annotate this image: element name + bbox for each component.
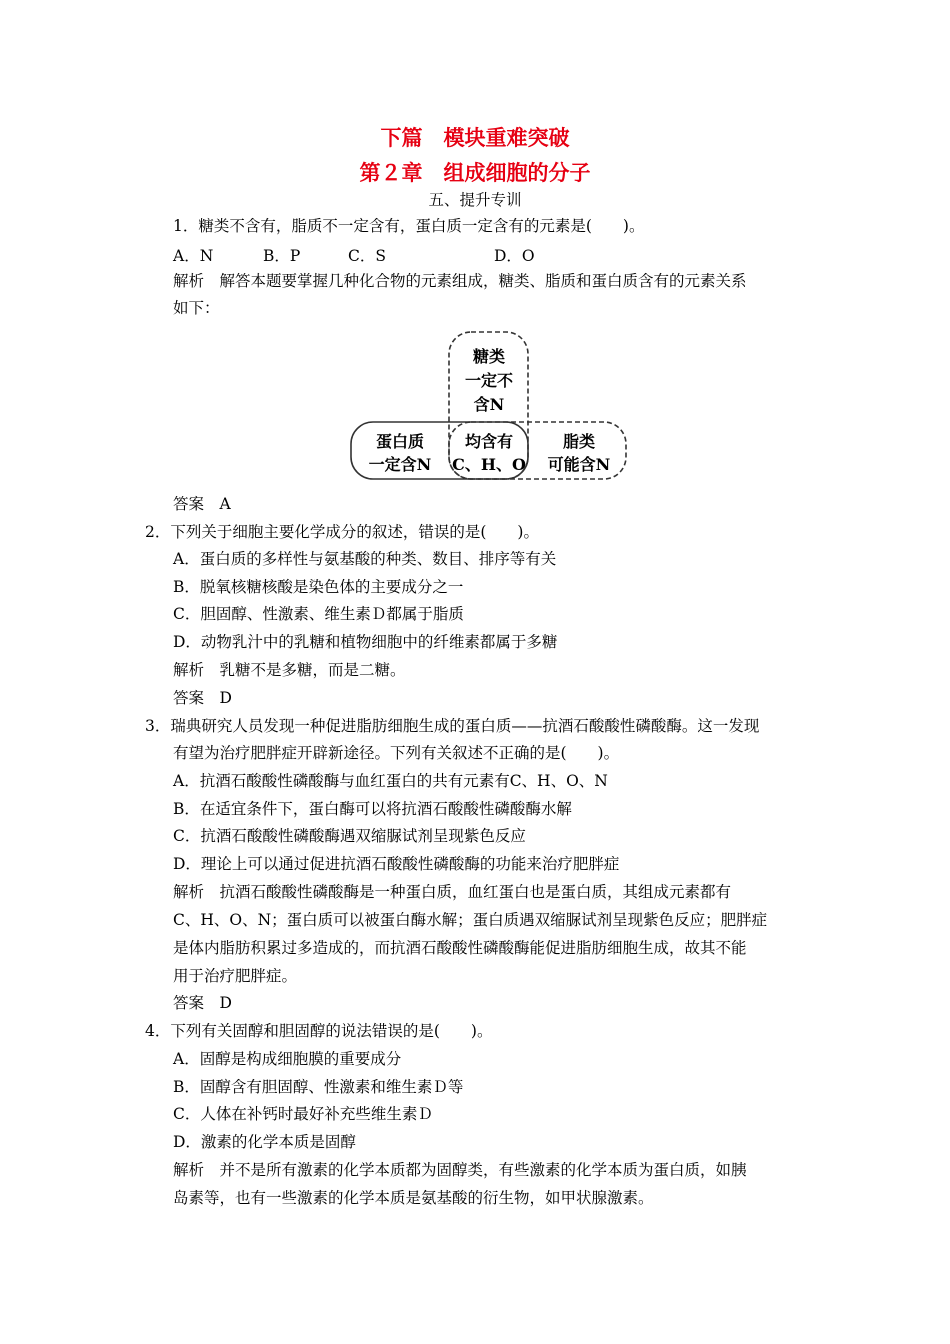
element-relation-diagram [348, 330, 633, 485]
lipid-label-2: 可能含N [547, 455, 611, 474]
q2-analysis: 解析 乳糖不是多糖，而是二糖。 [173, 661, 406, 679]
q4-option-c: C．人体在补钙时最好补充些维生素Ｄ [173, 1105, 433, 1123]
q1-option-d: D．O [494, 247, 535, 265]
q4-stem: 4．下列有关固醇和胆固醇的说法错误的是( )。 [145, 1022, 493, 1040]
q2-option-b: B．脱氧核糖核酸是染色体的主要成分之一 [173, 578, 464, 596]
q2-option-c: C．胆固醇、性激素、维生素Ｄ都属于脂质 [173, 605, 464, 623]
q4-option-a: A．固醇是构成细胞膜的重要成分 [173, 1050, 402, 1068]
q1-stem: 1．糖类不含有，脂质不一定含有，蛋白质一定含有的元素是( )。 [173, 217, 645, 235]
q3-analysis-line-1: 解析 抗酒石酸酸性磷酸酶是一种蛋白质，血红蛋白也是蛋白质，其组成元素都有 [173, 883, 732, 901]
q4-analysis-line-2: 岛素等，也有一些激素的化学本质是氨基酸的衍生物，如甲状腺激素。 [173, 1189, 654, 1207]
protein-label-1: 蛋白质 [375, 432, 425, 451]
q1-option-b: B．P [263, 247, 301, 265]
q3-option-d: D．理论上可以通过促进抗酒石酸酸性磷酸酶的功能来治疗肥胖症 [173, 855, 620, 873]
q3-option-b: B．在适宜条件下，蛋白酶可以将抗酒石酸酸性磷酸酶水解 [173, 800, 572, 818]
common-label-2: C、H、O [452, 455, 526, 474]
q1-option-a: A．N [173, 247, 214, 265]
q3-answer: 答案 D [173, 994, 232, 1012]
protein-label-2: 一定含N [368, 455, 432, 474]
q2-answer: 答案 D [173, 689, 232, 707]
q3-option-c: C．抗酒石酸酸性磷酸酶遇双缩脲试剂呈现紫色反应 [173, 827, 526, 845]
q4-option-d: D．激素的化学本质是固醇 [173, 1133, 356, 1151]
q3-stem-line-1: 3．瑞典研究人员发现一种促进脂肪细胞生成的蛋白质——抗酒石酸酸性磷酸酶。这一发现 [145, 717, 760, 735]
q3-option-a: A．抗酒石酸酸性磷酸酶与血红蛋白的共有元素有C、H、O、N [173, 772, 608, 790]
q2-stem: 2．下列关于细胞主要化学成分的叙述，错误的是( )。 [145, 523, 539, 541]
sugar-label-3: 含N [473, 395, 505, 414]
section-heading: 五、提升专训 [428, 191, 522, 209]
common-label-1: 均含有 [464, 432, 514, 451]
sugar-label-2: 一定不 [464, 371, 514, 390]
q2-option-d: D．动物乳汁中的乳糖和植物细胞中的纤维素都属于多糖 [173, 633, 558, 651]
q3-analysis-line-2: C、H、O、N；蛋白质可以被蛋白酶水解；蛋白质遇双缩脲试剂呈现紫色反应；肥胖症 [173, 911, 768, 929]
q1-analysis-line-1: 解析 解答本题要掌握几种化合物的元素组成，糖类、脂质和蛋白质含有的元素关系 [173, 272, 747, 290]
sugar-label-1: 糖类 [472, 347, 506, 366]
lipid-label-1: 脂类 [562, 432, 596, 451]
page-title-1: 下篇 模块重难突破 [380, 125, 570, 150]
q2-option-a: A．蛋白质的多样性与氨基酸的种类、数目、排序等有关 [173, 550, 557, 568]
q3-stem-line-2: 有望为治疗肥胖症开辟新途径。下列有关叙述不正确的是( )。 [173, 744, 620, 762]
q4-option-b: B．固醇含有胆固醇、性激素和维生素Ｄ等 [173, 1078, 464, 1096]
q3-analysis-line-4: 用于治疗肥胖症。 [173, 967, 298, 985]
q4-analysis-line-1: 解析 并不是所有激素的化学本质都为固醇类，有些激素的化学本质为蛋白质，如胰 [173, 1161, 747, 1179]
q1-option-c: C．S [348, 247, 386, 265]
page-title-2: 第２章 组成细胞的分子 [359, 160, 591, 185]
q3-analysis-line-3: 是体内脂肪积累过多造成的，而抗酒石酸酸性磷酸酶能促进脂肪细胞生成，故其不能 [173, 939, 747, 957]
q1-answer: 答案 A [173, 495, 231, 513]
q1-analysis-line-2: 如下： [173, 299, 220, 317]
